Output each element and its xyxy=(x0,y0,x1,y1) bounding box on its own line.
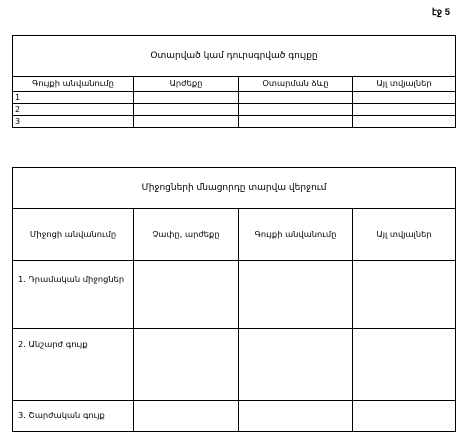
table-cell[interactable] xyxy=(134,261,239,329)
row-number: 2 xyxy=(13,104,134,116)
column-header: Չափը, արժեքը xyxy=(134,209,239,261)
alienated-property-table xyxy=(12,35,456,128)
year-end-assets-table xyxy=(12,167,456,432)
column-header: Այլ տվյալներ xyxy=(353,209,456,261)
table-row xyxy=(13,329,456,401)
table-title: Օտարված կամ դուրսգրված գույքը xyxy=(13,36,456,77)
column-header: Օտարման ձևը xyxy=(239,77,353,92)
column-header: Գույքի անվանումը xyxy=(239,209,353,261)
row-number: 1 xyxy=(13,92,134,104)
table-cell[interactable] xyxy=(134,329,239,401)
table-row xyxy=(13,116,456,128)
table-cell[interactable] xyxy=(239,116,353,128)
table-cell[interactable] xyxy=(134,401,239,432)
page-number: էջ 5 xyxy=(431,7,450,18)
table-cell[interactable] xyxy=(134,104,239,116)
column-header: Գույքի անվանումը xyxy=(13,77,134,92)
table-cell[interactable] xyxy=(239,401,353,432)
row-label: 3. Շարժական գույք xyxy=(13,401,134,432)
table-cell[interactable] xyxy=(134,92,239,104)
table-row xyxy=(13,92,456,104)
table-cell[interactable] xyxy=(239,329,353,401)
table-cell[interactable] xyxy=(353,92,456,104)
column-header: Այլ տվյալներ xyxy=(353,77,456,92)
table-cell[interactable] xyxy=(353,261,456,329)
table-cell[interactable] xyxy=(353,116,456,128)
table-cell[interactable] xyxy=(353,329,456,401)
table-cell[interactable] xyxy=(239,261,353,329)
column-header: Արժեքը xyxy=(134,77,239,92)
table-cell[interactable] xyxy=(353,401,456,432)
row-label: 2. Անշարժ գույք xyxy=(13,329,134,401)
row-number: 3 xyxy=(13,116,134,128)
table-row xyxy=(13,401,456,432)
table-title: Միջոցների մնացորդը տարվա վերջում xyxy=(13,168,456,209)
table-row xyxy=(13,104,456,116)
row-label: 1. Դրամական միջոցներ xyxy=(13,261,134,329)
column-header: Միջոցի անվանումը xyxy=(13,209,134,261)
table-cell[interactable] xyxy=(353,104,456,116)
table-cell[interactable] xyxy=(239,104,353,116)
table-cell[interactable] xyxy=(239,92,353,104)
table-row xyxy=(13,261,456,329)
table-cell[interactable] xyxy=(134,116,239,128)
